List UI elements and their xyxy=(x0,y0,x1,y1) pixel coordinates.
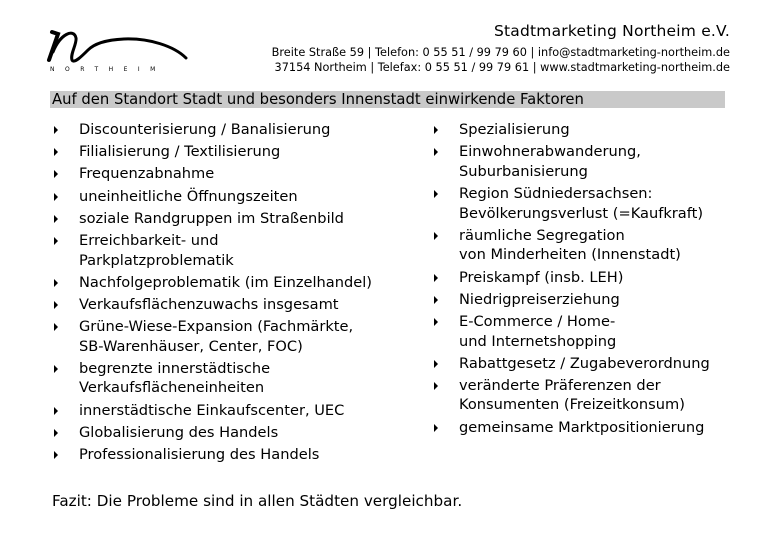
list-item-text: Discounterisierung / Banalisierung xyxy=(79,121,331,138)
address-line-1: Breite Straße 59 | Telefon: 0 55 51 / 99 79 60 | info@stadtmarketing-northeim.de xyxy=(271,46,730,59)
triangle-bullet-icon xyxy=(434,318,438,326)
address-line-2: 37154 Northeim | Telefax: 0 55 51 / 99 79 61 | www.stadtmarketing-northeim.de xyxy=(274,61,730,74)
list-item-text: Rabattgesetz / Zugabeverordnung xyxy=(459,354,710,372)
northeim-logo xyxy=(44,22,194,82)
list-item xyxy=(434,376,754,415)
triangle-bullet-icon xyxy=(54,237,58,245)
triangle-bullet-icon xyxy=(434,232,438,240)
triangle-bullet-icon xyxy=(54,215,58,223)
right-factor-list xyxy=(434,120,754,440)
triangle-bullet-icon xyxy=(54,323,58,331)
triangle-bullet-icon xyxy=(54,126,58,134)
triangle-bullet-icon xyxy=(54,148,58,156)
list-item-text: Grüne-Wiese-Expansion (Fachmärkte, xyxy=(79,318,354,336)
list-item xyxy=(54,120,424,140)
list-item-text: SB-Warenhäuser, Center, FOC) xyxy=(79,337,303,355)
triangle-bullet-icon xyxy=(434,360,438,368)
list-item-text: von Minderheiten (Innenstadt) xyxy=(459,246,681,264)
list-item-text: Niedrigpreiserziehung xyxy=(459,290,620,308)
list-item-text: und Internetshopping xyxy=(459,332,617,350)
list-item xyxy=(54,187,424,207)
list-item-text: Professionalisierung des Handels xyxy=(79,446,320,464)
list-item-text: Bevölkerungsverlust (=Kaufkraft) xyxy=(459,204,704,222)
conclusion-text: Fazit: Die Probleme sind in allen Städten vergleichbar. xyxy=(52,492,463,510)
list-item-text: räumliche Segregation xyxy=(459,226,625,244)
list-item xyxy=(54,273,424,293)
list-item xyxy=(434,120,754,140)
list-item-text: E-Commerce / Home- xyxy=(459,312,616,330)
list-item-text: innerstädtische Einkaufscenter, UEC xyxy=(79,401,345,419)
list-item-text: Frequenzabnahme xyxy=(79,165,215,183)
list-item-text: Spezialisierung xyxy=(459,121,570,138)
organization-name: Stadtmarketing Northeim e.V. xyxy=(493,22,730,40)
list-item-text: soziale Randgruppen im Straßenbild xyxy=(79,209,344,227)
list-item-text: Preiskampf (insb. LEH) xyxy=(459,268,624,286)
list-item xyxy=(54,231,424,270)
list-item xyxy=(434,142,754,181)
triangle-bullet-icon xyxy=(434,296,438,304)
triangle-bullet-icon xyxy=(434,274,438,282)
list-item-text: uneinheitliche Öffnungszeiten xyxy=(79,187,298,205)
list-item xyxy=(54,401,424,421)
triangle-bullet-icon xyxy=(54,365,58,373)
triangle-bullet-icon xyxy=(54,451,58,459)
triangle-bullet-icon xyxy=(54,193,58,201)
triangle-bullet-icon xyxy=(54,407,58,415)
list-item-text: Region Südniedersachsen: xyxy=(459,184,653,202)
list-item xyxy=(434,418,754,438)
list-item-text: begrenzte innerstädtische xyxy=(79,359,271,377)
list-item-text: gemeinsame Marktpositionierung xyxy=(459,418,705,436)
triangle-bullet-icon xyxy=(434,382,438,390)
list-item xyxy=(54,164,424,184)
triangle-bullet-icon xyxy=(54,429,58,437)
list-item xyxy=(54,359,424,398)
triangle-bullet-icon xyxy=(434,126,438,134)
triangle-bullet-icon xyxy=(54,301,58,309)
list-item xyxy=(54,142,424,162)
list-item-text: Verkaufsflächeneinheiten xyxy=(79,379,265,397)
list-item-text: Parkplatzproblematik xyxy=(79,251,234,269)
triangle-bullet-icon xyxy=(434,148,438,156)
list-item-text: Erreichbarkeit- und xyxy=(79,231,219,249)
triangle-bullet-icon xyxy=(54,279,58,287)
list-item xyxy=(434,268,754,288)
list-item-text: Suburbanisierung xyxy=(459,162,588,180)
left-factor-list xyxy=(54,120,424,467)
headline-bar: Auf den Standort Stadt und besonders Innenstadt einwirkende Faktoren xyxy=(50,91,725,108)
list-item-text: Einwohnerabwanderung, xyxy=(459,143,641,161)
list-item-text: Filialisierung / Textilisierung xyxy=(79,143,281,161)
list-item xyxy=(54,317,424,356)
list-item xyxy=(434,226,754,265)
list-item xyxy=(434,290,754,310)
list-item xyxy=(54,445,424,465)
list-item-text: Nachfolgeproblematik (im Einzelhandel) xyxy=(79,273,372,291)
list-item xyxy=(434,312,754,351)
triangle-bullet-icon xyxy=(54,170,58,178)
list-item-text: veränderte Präferenzen der xyxy=(459,376,661,394)
list-item xyxy=(54,423,424,443)
list-item xyxy=(434,184,754,223)
contact-address xyxy=(272,45,730,75)
list-item-text: Globalisierung des Handels xyxy=(79,423,279,441)
logo-wordmark: NORTHEIM xyxy=(50,66,166,73)
list-item xyxy=(434,354,754,374)
triangle-bullet-icon xyxy=(434,424,438,432)
list-item xyxy=(54,295,424,315)
triangle-bullet-icon xyxy=(434,190,438,198)
list-item-text: Konsumenten (Freizeitkonsum) xyxy=(459,396,685,414)
list-item xyxy=(54,209,424,229)
list-item-text: Verkaufsflächenzuwachs insgesamt xyxy=(79,295,339,313)
